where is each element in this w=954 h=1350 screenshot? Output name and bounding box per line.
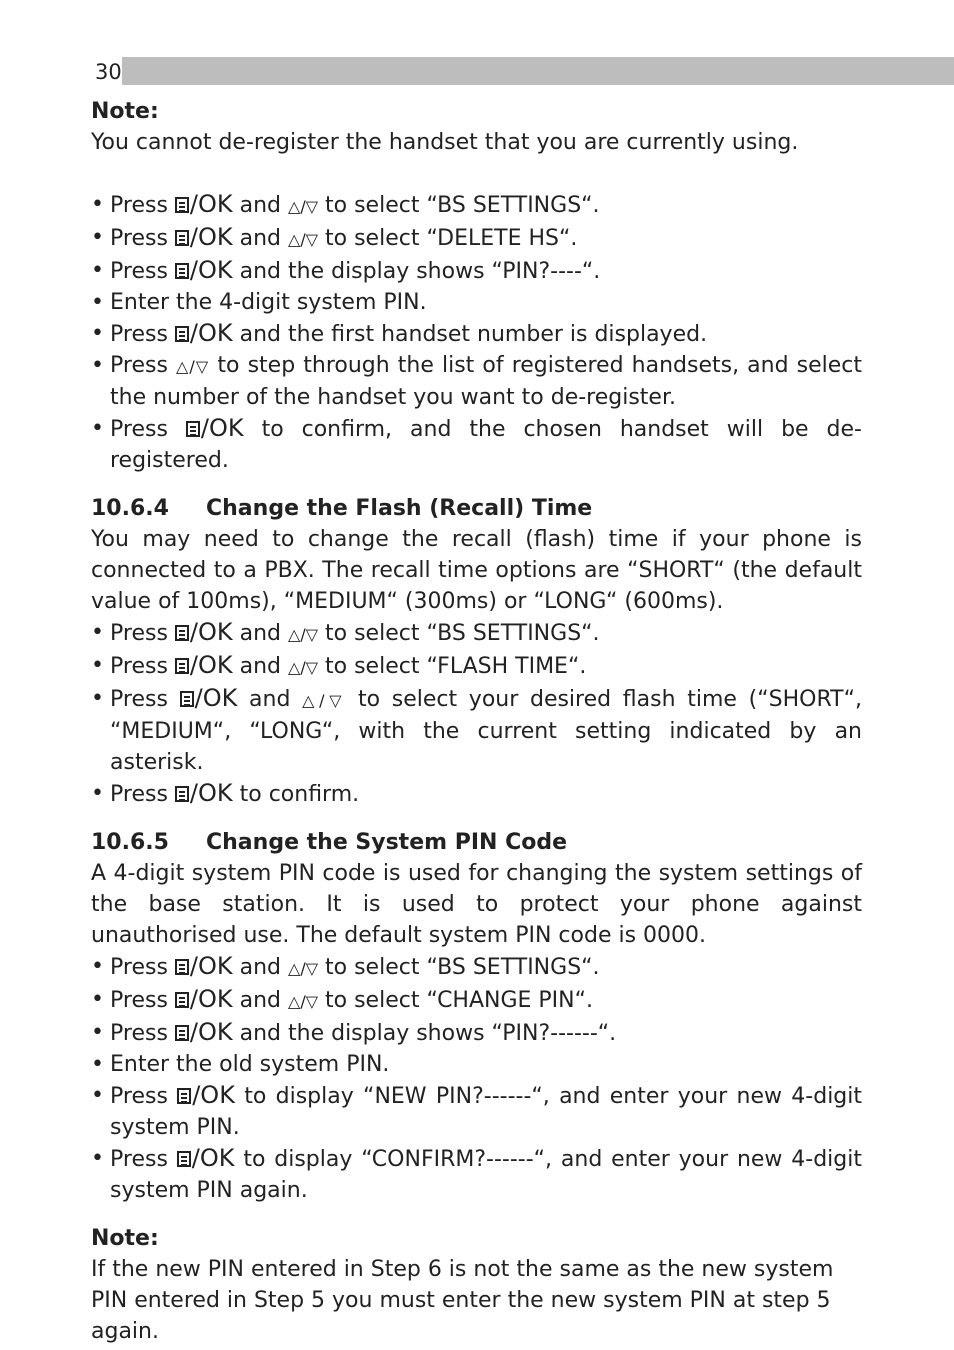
step-text: to select “BS SETTINGS“. — [325, 193, 600, 218]
step-item — [91, 1049, 862, 1080]
step-text: to step through the list of registered handsets, and select the number of the handset you want to de-register. — [110, 353, 863, 410]
step-item — [91, 413, 862, 476]
menu-ok-key — [175, 256, 233, 284]
step-text: to select “BS SETTINGS“. — [325, 621, 600, 646]
ok-key-label: /OK — [189, 618, 233, 646]
menu-ok-key — [175, 651, 233, 679]
step-item — [91, 287, 862, 318]
step-item — [91, 650, 862, 683]
step-text: and — [249, 687, 291, 712]
step-text: Press — [110, 353, 168, 378]
step-text: to display “CONFIRM?------“, and enter your new 4-digit system PIN again. — [110, 1147, 862, 1203]
step-text: Press — [110, 193, 168, 218]
ok-key-label: /OK — [189, 779, 233, 807]
menu-icon — [175, 625, 189, 641]
step-text: and — [239, 955, 282, 980]
ok-key-label: /OK — [189, 190, 233, 218]
step-text: Press — [110, 226, 168, 251]
step-text: to select “CHANGE PIN“. — [325, 988, 594, 1013]
menu-icon — [186, 421, 200, 437]
menu-ok-key — [175, 223, 233, 251]
step-item — [91, 984, 862, 1017]
step-item — [91, 189, 862, 222]
ok-key-label: /OK — [189, 985, 233, 1013]
menu-ok-key — [180, 684, 238, 712]
step-text: Press — [110, 654, 168, 679]
step-text: Press — [110, 1021, 168, 1046]
menu-icon — [177, 1088, 191, 1104]
menu-ok-key — [175, 190, 233, 218]
up-down-arrow-icon: △/▽ — [288, 992, 319, 1011]
step-item — [91, 617, 862, 650]
section-heading-flash — [91, 493, 862, 524]
step-item — [91, 350, 862, 413]
menu-icon — [175, 1025, 189, 1041]
flash-steps — [91, 617, 862, 810]
ok-key-label: /OK — [189, 223, 233, 251]
menu-ok-key — [175, 952, 233, 980]
up-down-arrow-icon: △/▽ — [288, 959, 319, 978]
page-number: 30 — [92, 57, 122, 85]
step-text: and — [239, 193, 282, 218]
step-text: and — [239, 654, 282, 679]
up-down-arrow-icon: △/▽ — [288, 230, 319, 249]
menu-icon — [175, 197, 189, 213]
ok-key-label: /OK — [189, 319, 233, 347]
step-item — [91, 683, 862, 778]
menu-ok-key — [175, 1018, 233, 1046]
step-text: Press — [110, 988, 168, 1013]
section-heading-pin — [91, 827, 862, 858]
section-intro-pin: A 4-digit system PIN code is used for changing the system settings of the base station. It is used to protect your phone against unauthorised use. The default system PIN code is 0000. — [91, 861, 862, 948]
menu-ok-key — [175, 618, 233, 646]
step-text: Press — [110, 687, 168, 712]
menu-ok-key — [177, 1144, 235, 1172]
step-text: to display “NEW PIN?------“, and enter your new 4-digit system PIN. — [110, 1084, 863, 1140]
menu-icon — [175, 263, 189, 279]
menu-icon — [175, 959, 189, 975]
step-text: and — [239, 226, 282, 251]
menu-icon — [175, 230, 189, 246]
menu-icon — [180, 691, 194, 707]
menu-icon — [175, 786, 189, 802]
step-item — [91, 222, 862, 255]
page-header-bar — [92, 57, 954, 85]
menu-icon — [177, 1151, 191, 1167]
section-title: Change the Flash (Recall) Time — [206, 496, 593, 521]
menu-ok-key — [175, 779, 233, 807]
ok-key-label: /OK — [191, 1144, 235, 1172]
section-number: 10.6.5 — [91, 830, 169, 855]
step-text: to select “FLASH TIME“. — [325, 654, 587, 679]
menu-ok-key — [175, 319, 233, 347]
ok-key-label: /OK — [189, 651, 233, 679]
page-content — [91, 96, 862, 1347]
note-text: If the new PIN entered in Step 6 is not the same as the new system PIN entered in Step 5 you must enter the new system PIN at step 5 again. — [91, 1257, 834, 1344]
ok-key-label: /OK — [189, 1018, 233, 1046]
menu-ok-key — [177, 1081, 235, 1109]
step-text: Press — [110, 417, 168, 442]
step-text: Press — [110, 621, 168, 646]
up-down-arrow-icon: △/▽ — [302, 691, 347, 710]
step-text: Press — [110, 322, 168, 347]
menu-icon — [175, 326, 189, 342]
ok-key-label: /OK — [194, 684, 238, 712]
deregister-steps — [91, 189, 862, 476]
step-item — [91, 318, 862, 350]
step-item — [91, 255, 862, 287]
step-text: Enter the old system PIN. — [110, 1052, 390, 1077]
note-text: You cannot de-register the handset that you are currently using. — [91, 130, 799, 155]
step-text: Enter the 4-digit system PIN. — [110, 290, 427, 315]
step-text: to confirm, and the chosen handset will be de-registered. — [110, 417, 862, 473]
ok-key-label: /OK — [189, 256, 233, 284]
step-text: to select your desired flash time (“SHORT“, “MEDIUM“, “LONG“, with the current setting indicated by an asterisk. — [110, 687, 862, 775]
up-down-arrow-icon: △/▽ — [288, 658, 319, 677]
menu-icon — [175, 992, 189, 1008]
ok-key-label: /OK — [200, 414, 244, 442]
step-text: to select “DELETE HS“. — [325, 226, 578, 251]
step-text: to select “BS SETTINGS“. — [325, 955, 600, 980]
up-down-arrow-icon: △/▽ — [288, 625, 319, 644]
step-text: Press — [110, 955, 168, 980]
step-text: and the display shows “PIN?------“. — [239, 1021, 617, 1046]
pin-steps — [91, 951, 862, 1206]
step-item — [91, 1017, 862, 1049]
step-text: and — [239, 988, 282, 1013]
up-down-arrow-icon: △/▽ — [176, 357, 210, 376]
menu-ok-key — [186, 414, 244, 442]
step-text: Press — [110, 1084, 168, 1109]
step-item — [91, 1080, 862, 1143]
section-intro-flash: You may need to change the recall (flash) time if your phone is connected to a PBX. The recall time options are “SHORT“ (the default value of 100ms), “MEDIUM“ (300ms) or “LONG“ (600ms). — [91, 527, 862, 614]
step-text: and — [239, 621, 282, 646]
step-item — [91, 1143, 862, 1206]
step-text: Press — [110, 259, 168, 284]
step-item — [91, 778, 862, 810]
step-text: Press — [110, 1147, 168, 1172]
note-label: Note: — [91, 99, 159, 124]
step-text: and the display shows “PIN?----“. — [239, 259, 601, 284]
note-label: Note: — [91, 1226, 159, 1251]
ok-key-label: /OK — [192, 1081, 235, 1109]
step-item — [91, 951, 862, 984]
menu-ok-key — [175, 985, 233, 1013]
section-number: 10.6.4 — [91, 496, 169, 521]
step-text: and the first handset number is displayed. — [239, 322, 708, 347]
menu-icon — [175, 658, 189, 674]
step-text: Press — [110, 782, 168, 807]
up-down-arrow-icon: △/▽ — [288, 197, 319, 216]
ok-key-label: /OK — [189, 952, 233, 980]
step-text: to confirm. — [239, 782, 360, 807]
section-title: Change the System PIN Code — [206, 830, 568, 855]
